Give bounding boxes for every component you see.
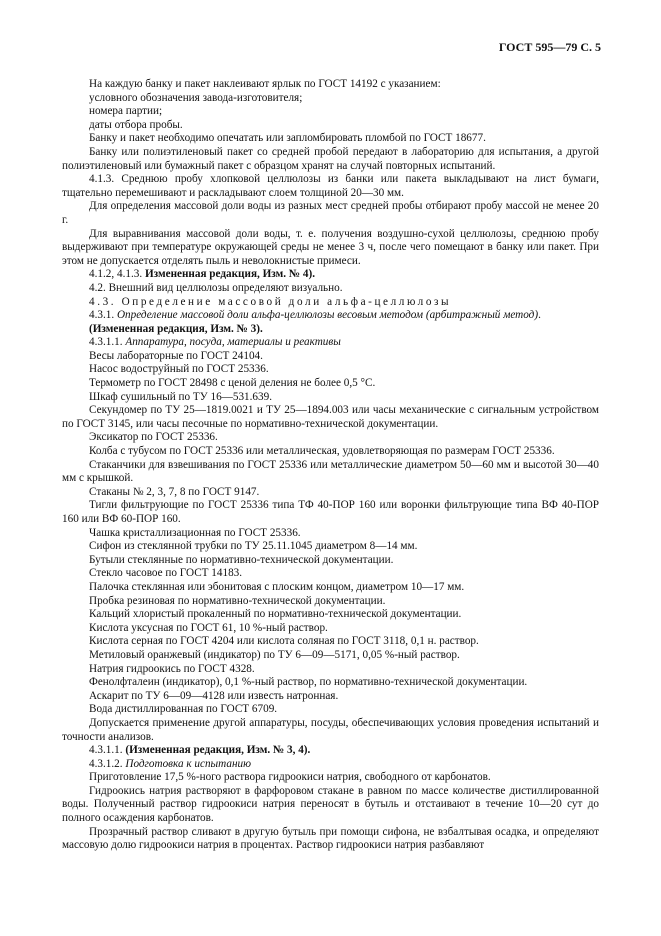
paragraph <box>62 690 599 704</box>
paragraph <box>62 200 599 227</box>
paragraph-text: Приготовление 17,5 %-ного раствора гидроокиси натрия, свободного от карбонатов. <box>89 771 491 784</box>
paragraph-text: Аскарит по ТУ 6—09—4128 или известь натронная. <box>89 689 339 702</box>
paragraph-text: 4.2. Внешний вид целлюлозы определяют визуально. <box>89 281 343 294</box>
paragraph-text: Стаканчики для взвешивания по ГОСТ 25336 или металлические диаметром 50—60 мм и высотой 30—40 мм с крышкой. <box>62 458 599 485</box>
paragraph <box>62 649 599 663</box>
paragraph <box>62 785 599 826</box>
paragraph <box>62 105 599 119</box>
paragraph-text: Насос водоструйный по ГОСТ 25336. <box>89 363 269 376</box>
paragraph <box>62 486 599 500</box>
paragraph-text: 4.1.2, 4.1.3. <box>89 268 145 281</box>
paragraph <box>62 771 599 785</box>
paragraph-text: Бутыли стеклянные по нормативно-технической документации. <box>89 553 394 566</box>
paragraph-text: Вода дистиллированная по ГОСТ 6709. <box>89 703 278 716</box>
paragraph <box>62 146 599 173</box>
paragraph-bold: Измененная редакция, Изм. № 4). <box>144 268 315 281</box>
paragraph-text: Прозрачный раствор сливают в другую бутыль при помощи сифона, не взбалтывая осадка, и определяют массовую долю гидроокиси натрия в процентах. Раствор гидроокиси натрия разбавляют <box>62 825 599 852</box>
paragraph <box>62 323 599 337</box>
paragraph <box>62 363 599 377</box>
paragraph-text: 4.3.1. <box>89 309 117 322</box>
paragraph-italic: Определение массовой доли альфа-целлюлозы весовым методом (арбитражный метод) <box>116 309 539 322</box>
paragraph-italic: Подготовка к испытанию <box>125 757 251 770</box>
paragraph <box>62 608 599 622</box>
paragraph-text: Фенолфталеин (индикатор), 0,1 %-ный раствор, по нормативно-технической документации. <box>89 676 528 689</box>
paragraph <box>62 622 599 636</box>
paragraph-text: Пробка резиновая по нормативно-технической документации. <box>89 594 386 607</box>
paragraph-text: Для определения массовой доли воды из разных мест средней пробы отбирают пробу массой не менее 20 г. <box>62 200 599 226</box>
paragraph <box>62 499 599 526</box>
paragraph <box>62 78 599 92</box>
paragraph-text: Термометр по ГОСТ 28498 с ценой деления не более 0,5 °С. <box>89 377 376 390</box>
paragraph-text: Кислота уксусная по ГОСТ 61, 10 %-ный раствор. <box>89 621 328 634</box>
paragraph-text: Кислота серная по ГОСТ 4204 или кислота соляная по ГОСТ 3118, 0,1 н. раствор. <box>89 635 479 648</box>
paragraph-text: Сифон из стеклянной трубки по ТУ 25.11.1045 диаметром 8—14 мм. <box>89 540 418 553</box>
paragraph-text: 4.1.3. Среднюю пробу хлопковой целлюлозы из банки или пакета выкладывают на лист бумаги, тщательно перемешивают и раскладывают слоем толщиной 20—30 мм. <box>62 173 599 199</box>
paragraph <box>62 635 599 649</box>
paragraph-text: Допускается применение другой аппаратуры, посуды, обеспечивающих условия проведения испытаний и точности анализов. <box>62 716 599 743</box>
paragraph <box>62 228 599 269</box>
paragraph-text: Палочка стеклянная или эбонитовая с плоским концом, диаметром 10—17 мм. <box>89 580 465 593</box>
paragraph <box>62 581 599 595</box>
paragraph <box>62 567 599 581</box>
document-body <box>62 78 599 853</box>
paragraph-text: Эксикатор по ГОСТ 25336. <box>89 431 218 444</box>
paragraph <box>62 350 599 364</box>
paragraph-text: Гидроокись натрия растворяют в фарфоровом стакане в равном по массе количестве дистиллированной воды. Полученный раствор гидроокиси натрия переносят в бутыль и отстаивают в течение 10—20 сут до полного осаждения карбонатов. <box>62 784 599 825</box>
paragraph <box>62 676 599 690</box>
paragraph <box>62 445 599 459</box>
paragraph-text: 4.3.1.1. <box>89 336 126 349</box>
paragraph-spaced: 4.3. Определение массовой доли альфа-целлюлозы <box>89 295 452 308</box>
paragraph <box>62 826 599 853</box>
paragraph <box>62 377 599 391</box>
paragraph-text: Метиловый оранжевый (индикатор) по ТУ 6—09—5171, 0,05 %-ный раствор. <box>89 648 460 661</box>
paragraph-text: Банку и пакет необходимо опечатать или запломбировать пломбой по ГОСТ 18677. <box>89 132 486 145</box>
page-header: ГОСТ 595—79 С. 5 <box>498 40 601 54</box>
paragraph-after: . <box>538 309 541 322</box>
paragraph-text: даты отбора пробы. <box>89 118 183 131</box>
paragraph <box>62 282 599 296</box>
paragraph-text: условного обозначения завода-изготовителя; <box>89 91 303 104</box>
paragraph <box>62 309 599 323</box>
paragraph <box>62 132 599 146</box>
paragraph <box>62 92 599 106</box>
paragraph <box>62 119 599 133</box>
paragraph-text: Колба с тубусом по ГОСТ 25336 или металлическая, удовлетворяющая по размерам ГОСТ 25336. <box>89 445 555 458</box>
paragraph <box>62 703 599 717</box>
paragraph <box>62 758 599 772</box>
paragraph-text: Банку или полиэтиленовый пакет со средней пробой передают в лабораторию для испытания, а другой полиэтиленовый или бумажный пакет с образцом хранят на случай повторных испытаний. <box>62 145 599 172</box>
paragraph <box>62 173 599 200</box>
paragraph <box>62 717 599 744</box>
paragraph-text: Шкаф сушильный по ТУ 16—531.639. <box>89 390 273 403</box>
paragraph <box>62 431 599 445</box>
paragraph-text: номера партии; <box>89 105 163 118</box>
paragraph-text: Секундомер по ТУ 25—1819.0021 и ТУ 25—1894.003 или часы механические с сигнальным устройством по ГОСТ 3145, или часы песочные по нормативно-технической документации. <box>62 404 599 430</box>
paragraph <box>62 268 599 282</box>
paragraph <box>62 663 599 677</box>
paragraph <box>62 540 599 554</box>
paragraph <box>62 404 599 431</box>
paragraph <box>62 296 599 310</box>
paragraph-text: Натрия гидроокись по ГОСТ 4328. <box>89 662 255 675</box>
paragraph-text: Чашка кристаллизационная по ГОСТ 25336. <box>89 526 301 539</box>
paragraph-text: Для выравнивания массовой доли воды, т. е. получения воздушно-сухой целлюлозы, среднюю пробу выдерживают при температуре окружающей среды не менее 3 ч, после чего помещают в банку или пакет. При этом не допускается отделять пыль и неволокнистые примеси. <box>62 227 599 267</box>
paragraph-bold: (Измененная редакция, Изм. № 3, 4). <box>125 744 311 757</box>
paragraph-bold: (Измененная редакция, Изм. № 3). <box>89 322 263 335</box>
paragraph-text: Кальций хлористый прокаленный по нормативно-технической документации. <box>89 608 462 621</box>
paragraph-text: 4.3.1.2. <box>89 757 126 770</box>
paragraph <box>62 595 599 609</box>
paragraph-text: На каждую банку и пакет наклеивают ярлык по ГОСТ 14192 с указанием: <box>89 78 441 90</box>
paragraph <box>62 336 599 350</box>
paragraph <box>62 554 599 568</box>
paragraph-text: 4.3.1.1. <box>89 744 126 757</box>
paragraph <box>62 391 599 405</box>
paragraph <box>62 744 599 758</box>
paragraph-italic: Аппаратура, посуда, материалы и реактивы <box>125 336 341 349</box>
paragraph <box>62 527 599 541</box>
paragraph-text: Стекло часовое по ГОСТ 14183. <box>89 567 243 580</box>
paragraph-text: Весы лабораторные по ГОСТ 24104. <box>89 349 263 362</box>
paragraph-text: Стаканы № 2, 3, 7, 8 по ГОСТ 9147. <box>89 485 260 498</box>
paragraph <box>62 459 599 486</box>
paragraph-text: Тигли фильтрующие по ГОСТ 25336 типа ТФ 40-ПОР 160 или воронки фильтрующие типа ВФ 40-ПОР 160 или ВФ 60-ПОР 160. <box>62 499 599 525</box>
